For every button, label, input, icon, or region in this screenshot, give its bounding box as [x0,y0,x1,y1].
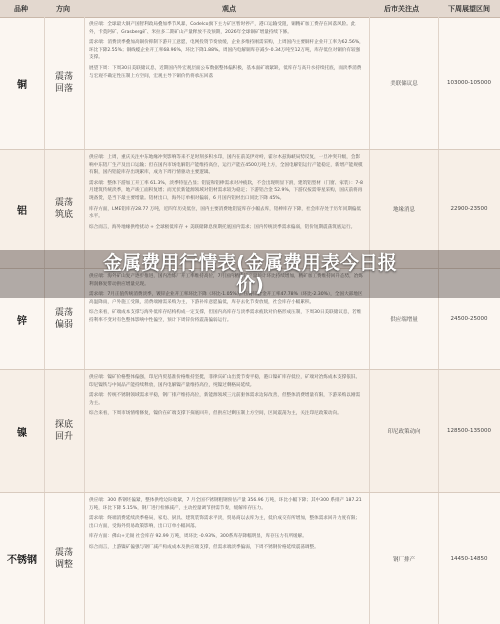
header-direction: 方向 [56,5,70,13]
range-cell: 103000-105000 [447,80,491,86]
view-paragraph: 供应端：全球最大铜产国智利政局叠加季节风暴，Codelco旗下主力矿区暂时停产，港口运输受阻，铜精矿加工费存在回落风险。此外，卡莫阿矿、Grasberg矿、米拉多二期矿山产量释放不及预期，2026年全球铜矿增量持续下修。 [89,22,356,35]
table-row [0,17,500,150]
view-paragraph: 综合而言，上游镍矿偏强与钢厂减产构成成本及供应端支撑，但需求端淡季偏弱，下周不锈钢价格延续震荡调整。 [89,544,319,550]
table-row [0,493,500,624]
range-cell: 128500-135000 [447,428,491,434]
view-paragraph: 综合来看，下周市场情绪修复，镍价在矿端支撑下探底回升，但供应过剩压制上方空间，区间震荡为主，关注印尼政策动向。 [89,411,342,417]
watermark-banner [0,250,500,298]
header-logic: 后市关注点 [384,5,419,13]
view-paragraph: 供应端：海外矿山复产逐步推进，国内冶炼厂开工率维持高位，7月国内精炼锌产量预计环比持续增加，精矿加工费维持回升态势，冶炼利润修复带动供应增量兑现。 [89,274,363,287]
view-paragraph: 综合而言，海外地缘供给扰动 + 全球极低库存 + 美联储降息预期托底国内需求；国内传统淡季需求偏弱，铝价短期震荡筑底运行。 [89,224,356,230]
view-paragraph: 展望下周：下周30日美联储议息，近期国内外宏观层面公布数据整体偏积极，基本面矿端紧缺，低库存与高升水持续托底，而淡季消费与宏观不确定性压制上方空间，宏观主导下铜价仍将承压回落 [89,65,362,79]
direction-cell [44,17,85,149]
header-variety: 品种 [14,5,28,13]
view-paragraph: 需求端：传统不锈钢领域需求平稳，钢厂排产维持高位，新能源领域三元前驱体需求边际改善，但整体消费增量有限，下游采购以刚需为主。 [89,393,361,406]
logic-cell: 供应端增量 [370,269,439,369]
header-range: 下周展望区间 [448,5,490,13]
view-paragraph: 供应端：镍矿价格整体偏强，印尼内贸基准价格维持坚挺，菲律宾矿山出货节奏平稳，港口镍矿库存低位，矿端对冶炼成本支撑依旧。印尼镍铁与中间品产能持续释放，国内电解镍产量维持高位，纯镍过剩格局延续。 [89,375,361,388]
watermark-text: 金属费用行情表(金属费用表今日报价) [103,252,397,296]
view-paragraph: 供应端：上周，重庆关注中东地缘冲突影响等来不足时刻多积水印，国内在前美伊对峙，霍尔木兹海峡局势反复，一旦冲突升级，会影响中东铝厂生产及出口运输；但在国内市场电解铝产能维持高位，运行产能在4500万吨上方，全国电解铝运行产能稳定，新增产能规模有限，国内铝锭库存出现累库，成为下周行情驱动主要逻辑。 [89,155,363,176]
view-paragraph: 库存方面：佛山+无锡 社会库存 92.99 万吨，周环比 -0.93%，300系库存降幅明显，库存压力有所缓解。 [89,534,307,540]
direction-cell [44,493,85,624]
view-paragraph: 综合来看，矿端成本支撑与海外低库存结构构成一定支撑，但国内高库存与淡季需求疲软对价格形成压制，下周30日美联储议息，若维持利率不变对有色整体影响中性偏空，预计下周锌价将震荡偏弱运行。 [89,310,362,323]
view-paragraph: 需求端：消费淡季叠加高铜价抑制下游开工意愿，电网投资节奏放缓，企业多维持刚需采购，上周国内主要铜杆企业开工率为62.56%，环比下降2.55%；铜线缆企业开工率68.96%，环比下降1.88%。周国内电解铜库存减少-0.34万吨至12万吨，库存低位对铜价有较强支撑。 [89,40,364,61]
logic-cell: 美联储议息 [370,17,439,149]
logic-cell: 印尼政策动向 [370,370,439,492]
direction-text: 震荡回落 [54,72,73,94]
view-paragraph: 库存方面，LME铝库存28.77 万吨，近四年历史低位，国内主要消费地铝锭库存小幅去库，铝棒库存下降，社会库存处于历年同期偏低水平。 [89,206,362,220]
logic-cell: 地缘消息 [370,150,439,268]
direction-text: 探底回升 [54,420,73,442]
direction-text: 震荡调整 [54,547,73,570]
variety-cell: 锌 [0,269,45,369]
view-paragraph: 需求端：终端消费延续淡季格局，家电、厨具、建筑装饰需求平淡，贸易商以去库为主，低价成交有所增加，整体需求回升力度有限；出口方面，受海外贸易政策影响，出口订单小幅回落。 [89,516,361,529]
view-paragraph: 需求端：7月正值传统消费淡季，镀锌企业开工率环比下降（环比-1.05%），压铸锌合金开工率47.78%（环比-2.30%），全国大部地区高温降雨，户外施工受限，消费端刚需采购为主，下游补库意愿偏低，库存去化节奏放缓，社会库存小幅累积。 [89,292,363,305]
variety-cell: 铝 [0,150,45,268]
view-cell [84,370,370,492]
header-view: 观点 [222,5,236,13]
direction-cell [44,370,85,492]
range-cell: 22900-23500 [450,206,488,212]
range-cell: 14450-14850 [450,555,488,562]
view-cell [84,17,370,149]
variety-cell: 不锈钢 [0,493,45,624]
view-cell [84,493,370,624]
variety-cell: 铜 [0,17,45,149]
direction-text: 震荡筑底 [54,198,73,220]
range-cell: 24500-25000 [450,316,488,322]
view-paragraph: 需求端：整体下游加工开工率 61.3%，淡季特征凸显；铝锭和铝棒需求对冲疲软，不会出现明显下滑，建筑铝型材（门窗、家装）：7-8 月建筑传统淡季，地产竣工面积复增；而光伏新能源领域对铝材需求较为稳定；下游铝合金 52.9%，下游仅按需零星采购，国庆前将再现备货，是当下最主要增量。铝材出口，海外订单相对偏弱，6 月国内铝材出口同比下降 45%。 [89,180,363,201]
table-header [0,0,500,18]
variety-cell: 镍 [0,370,45,492]
logic-cell: 钢厂排产 [370,493,439,624]
direction-text: 震荡偏弱 [54,308,73,330]
table-row [0,370,500,493]
view-paragraph: 供应端：300 系钢坯偏紧，整体供给边际收紧，7 月全国不锈钢粗钢预估产量 356.96 万吨，环比小幅下降；其中300 系排产 187.21 万吨，环比下降 5.15%，钢厂进行检修减产，主动控量调节供需节奏，缓解库存压力。 [89,498,362,511]
